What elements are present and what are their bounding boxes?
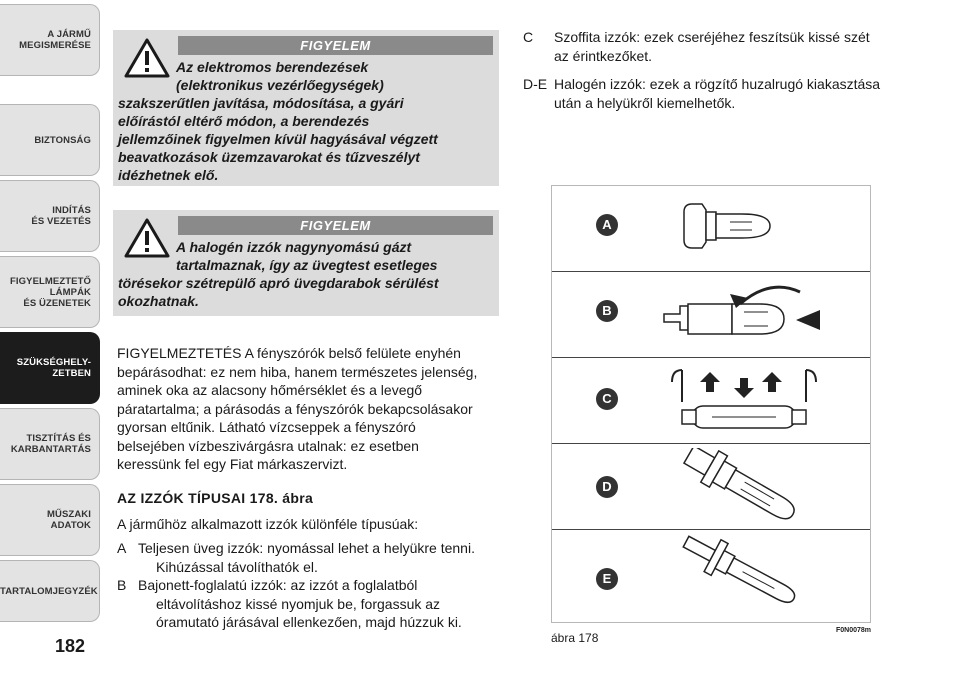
section-heading: AZ IZZÓK TÍPUSAI 178. ábra bbox=[117, 490, 314, 506]
figure-caption: ábra 178 bbox=[551, 631, 599, 645]
text-line: páratartalma; a párásodás a fényszórók bekapcsolásakor bbox=[117, 400, 473, 417]
tab-label: TISZTÍTÁS ÉS bbox=[26, 433, 91, 444]
tab-tartalomjegyzek[interactable] bbox=[0, 560, 100, 622]
tab-a-jarmu-megismerese[interactable] bbox=[0, 4, 100, 76]
text-line: óramutató járásával ellenkezően, majd húzzuk ki. bbox=[156, 614, 462, 630]
text-line: keressünk fel egy Fiat márkaszervizt. bbox=[117, 456, 348, 472]
section-intro: A járműhöz alkalmazott izzók különféle típusúak: bbox=[117, 516, 419, 532]
panel-label: D bbox=[596, 476, 618, 498]
warning-triangle-icon bbox=[124, 38, 170, 78]
warning-line: (elektronikus vezérlőegységek) bbox=[176, 77, 384, 93]
warning-line: Az elektromos berendezések bbox=[176, 59, 369, 75]
list-key: B bbox=[117, 577, 127, 593]
tab-label: SZÜKSÉGHELY- bbox=[16, 357, 91, 368]
text-line: után a helyükről kiemelhetők. bbox=[554, 94, 736, 111]
warning-line: törésekor szétrepülő apró üvegdarabok sérülést bbox=[118, 275, 439, 291]
tab-label: A JÁRMŰ bbox=[47, 29, 91, 40]
notice-paragraph bbox=[117, 344, 477, 474]
festoon-bulb-illustration bbox=[652, 362, 842, 440]
list-text bbox=[138, 576, 462, 632]
figure-panel-b bbox=[552, 272, 870, 358]
list-key: C bbox=[523, 29, 534, 45]
tab-label: FIGYELMEZTETŐ bbox=[10, 275, 91, 287]
figure-panel-a bbox=[552, 186, 870, 272]
list-text bbox=[554, 75, 880, 112]
figure-code: F0N0078m bbox=[836, 627, 872, 634]
warning-line: előírástól eltérő módon, a berendezés bbox=[118, 113, 370, 129]
tab-label: INDÍTÁS bbox=[52, 205, 91, 216]
bayonet-bulb-illustration bbox=[660, 278, 830, 354]
warning-text bbox=[176, 58, 384, 94]
warning-line: beavatkozások üzemzavarokat és tűzveszélyt bbox=[118, 149, 420, 165]
warning-text bbox=[176, 238, 437, 274]
list-text bbox=[138, 539, 475, 576]
text-line: eltávolításhoz kissé nyomjuk be, forgassuk az bbox=[156, 595, 441, 612]
warning-line: A halogén izzók nagynyomású gázt bbox=[176, 239, 412, 255]
panel-label: A bbox=[596, 214, 618, 236]
glass-bulb-illustration bbox=[672, 196, 792, 260]
tab-szukseghelyzetben[interactable] bbox=[0, 332, 100, 404]
tab-inditas-es-vezetes[interactable] bbox=[0, 180, 100, 252]
panel-label: C bbox=[596, 388, 618, 410]
bulb-types-figure bbox=[551, 185, 871, 623]
tab-tisztitas-es-karbantartas[interactable] bbox=[0, 408, 100, 480]
warning-text bbox=[118, 274, 439, 310]
tab-label: TARTALOMJEGYZÉK bbox=[0, 585, 98, 597]
page-number: 182 bbox=[55, 636, 86, 656]
warning-triangle-icon bbox=[124, 218, 170, 258]
tab-label: LÁMPÁK bbox=[49, 286, 91, 298]
warning-line: jellemzőinek figyelmen kívül hagyásával végzett bbox=[118, 131, 438, 147]
panel-label: B bbox=[596, 300, 618, 322]
text-line: Bajonett-foglalatú izzók: az izzót a foglalatból bbox=[138, 577, 418, 593]
tab-label: ADATOK bbox=[50, 520, 91, 531]
warning-line: okozhatnak. bbox=[118, 293, 199, 309]
text-line: belsejében vízbeszivárgásra utalnak: ez esetben bbox=[117, 437, 419, 454]
text-line: bepárásodhat: ez nem hiba, hanem természetes jelenség, bbox=[117, 363, 478, 380]
figure-panel-c bbox=[552, 358, 870, 444]
list-key: D-E bbox=[523, 76, 548, 92]
text-line: aminek oka az alacsony hőmérséklet és a levegő bbox=[117, 382, 423, 398]
warning-line: tartalmaznak, így az üvegtest esetleges bbox=[176, 257, 438, 273]
text-line: Szoffita izzók: ezek cseréjéhez feszítsük kissé szét bbox=[554, 29, 870, 45]
tab-label: MŰSZAKI bbox=[47, 509, 91, 520]
warning-line: idézhetnek elő. bbox=[118, 167, 219, 183]
tab-label: KARBANTARTÁS bbox=[10, 444, 91, 455]
tab-label: BIZTONSÁG bbox=[34, 134, 91, 146]
tab-biztonsag[interactable] bbox=[0, 104, 100, 176]
text-line: Halogén izzók: ezek a rögzítő huzalrugó kiakasztása bbox=[554, 76, 881, 92]
warning-title: FIGYELEM bbox=[178, 216, 493, 235]
halogen-h4-bulb-illustration bbox=[672, 448, 822, 528]
warning-line: szakszerűtlen javítása, módosítása, a gyári bbox=[118, 95, 404, 111]
list-key: A bbox=[117, 540, 127, 556]
halogen-h1-bulb-illustration bbox=[672, 534, 822, 614]
tab-label: MEGISMERÉSE bbox=[19, 40, 91, 51]
tab-label: ÉS ÜZENETEK bbox=[23, 297, 91, 309]
text-line: Teljesen üveg izzók: nyomással lehet a helyükre tenni. bbox=[138, 540, 475, 556]
tab-label: ÉS VEZETÉS bbox=[31, 216, 91, 227]
text-line: FIGYELMEZTETÉS A fényszórók belső felülete enyhén bbox=[117, 345, 461, 361]
tab-muszaki-adatok[interactable] bbox=[0, 484, 100, 556]
tab-figyelmezteto-lampak[interactable] bbox=[0, 256, 100, 328]
list-text bbox=[554, 28, 870, 65]
tab-label: ZETBEN bbox=[52, 368, 91, 379]
figure-panel-d bbox=[552, 444, 870, 530]
panel-label: E bbox=[596, 568, 618, 590]
text-line: Kihúzással távolíthatók el. bbox=[156, 558, 318, 575]
warning-text bbox=[118, 94, 438, 184]
text-line: gyorsan eltűnik. Látható vízcseppek a fényszóró bbox=[117, 419, 416, 435]
text-line: az érintkezőket. bbox=[554, 47, 653, 64]
figure-panel-e bbox=[552, 530, 870, 616]
warning-title: FIGYELEM bbox=[178, 36, 493, 55]
